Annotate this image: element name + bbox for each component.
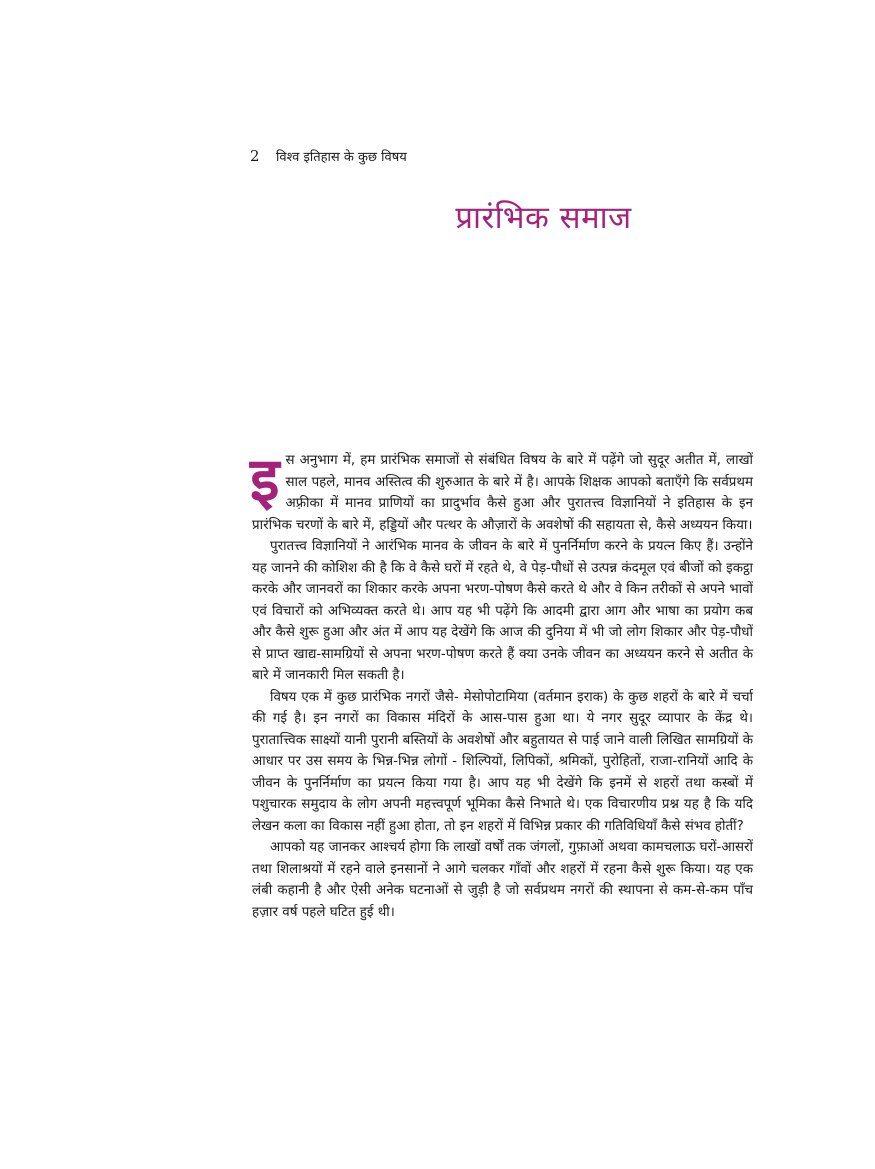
paragraph-4: आपको यह जानकर आश्चर्य होगा कि लाखों वर्षों तक जंगलों, गुफ़ाओं अथवा कामचलाऊ घरों-आसरों तथा शिलाश्रयों में रहने वाले इनसानों ने आगे चलकर गाँवों और शहरों में रहना कैसे शुरू किया। यह एक लंबी कहानी है और ऐसी अनेक घटनाओं से जुड़ी है जो सर्वप्रथम नगरों की स्थापना से कम-से-कम पाँच हज़ार वर्ष पहले घटित हुई थी। xyxy=(252,840,753,920)
paragraph-2: पुरातत्त्व विज्ञानियों ने आरंभिक मानव के जीवन के बारे में पुनर्निर्माण करने के प्रयत्न किए हैं। उन्होंने यह जानने की कोशिश की है कि वे कैसे घरों में रहते थे, वे पेड़-पौधों से उत्पन्न कंदमूल एवं बीजों को इकट्ठा करके और जानवरों का शिकार करके अपना भरण-पोषण कैसे करते थे और वे किन तरीकों से अपने भावों एवं विचारों को अभिव्यक्त करते थे। आप यह भी पढ़ेंगे कि आदमी द्वारा आग और भाषा का प्रयोग कब और कैसे शुरू हुआ और अंत में आप यह देखेंगे कि आज की दुनिया में भी जो लोग शिकार और पेड़-पौधों से प्राप्त खाद्य-सामग्रियों से अपना भरण-पोषण करते हैं क्या उनके जीवन का अध्ययन करने से अतीत के बारे में जानकारी मिल सकती है। xyxy=(252,539,753,683)
paragraph-3: विषय एक में कुछ प्रारंभिक नगरों जैसे- मेसोपोटामिया (वर्तमान इराक) के कुछ शहरों के बारे में चर्चा की गई है। इन नगरों का विकास मंदिरों के आस-पास हुआ था। ये नगर सुदूर व्यापार के केंद्र थे। पुरातात्त्विक साक्ष्यों यानी पुरानी बस्तियों के अवशेषों और बहुतायत से पाई जाने वाली लिखित सामग्रियों के आधार पर उस समय के भिन्न-भिन्न लोगों - शिल्पियों, लिपिकों, श्रमिकों, पुरोहितों, राजा-रानियों आदि के जीवन के पुनर्निर्माण का प्रयत्न किया गया है। आप यह भी देखेंगे कि इनमें से शहरों तथा कस्बों में पशुचारक समुदाय के लोग अपनी महत्त्वपूर्ण भूमिका कैसे निभाते थे। एक विचारणीय प्रश्न यह है कि यदि लेखन कला का विकास नहीं हुआ होता, तो इन शहरों में विभिन्न प्रकार की गतिविधियाँ कैसे संभव होतीं? xyxy=(252,689,753,834)
book-title: विश्व इतिहास के कुछ विषय xyxy=(276,150,407,165)
paragraph-1-text: स अनुभाग में, हम प्रारंभिक समाजों से संबंधित विषय के बारे में पढ़ेंगे जो सुदूर अतीत में, लाखों साल पहले, मानव अस्तित्व की शुरुआत के बारे में है। आपके शिक्षक आपको बताएँगे कि सर्वप्रथम अफ़्रीका में मानव प्राणियों का प्रादुर्भाव कैसे हुआ और पुरातत्त्व विज्ञानियों ने इतिहास के इन प्रारंभिक चरणों के बारे में, हड्डियों और पत्थर के औज़ारों के अवशेषों की सहायता से, कैसे अध्ययन किया। xyxy=(252,453,753,533)
page-number: 2 xyxy=(250,147,260,165)
chapter-title: प्रारंभिक समाज xyxy=(455,200,632,236)
running-header xyxy=(250,147,407,167)
body-text xyxy=(250,445,753,923)
paragraph-1 xyxy=(250,445,753,536)
drop-cap: इ xyxy=(250,445,280,515)
